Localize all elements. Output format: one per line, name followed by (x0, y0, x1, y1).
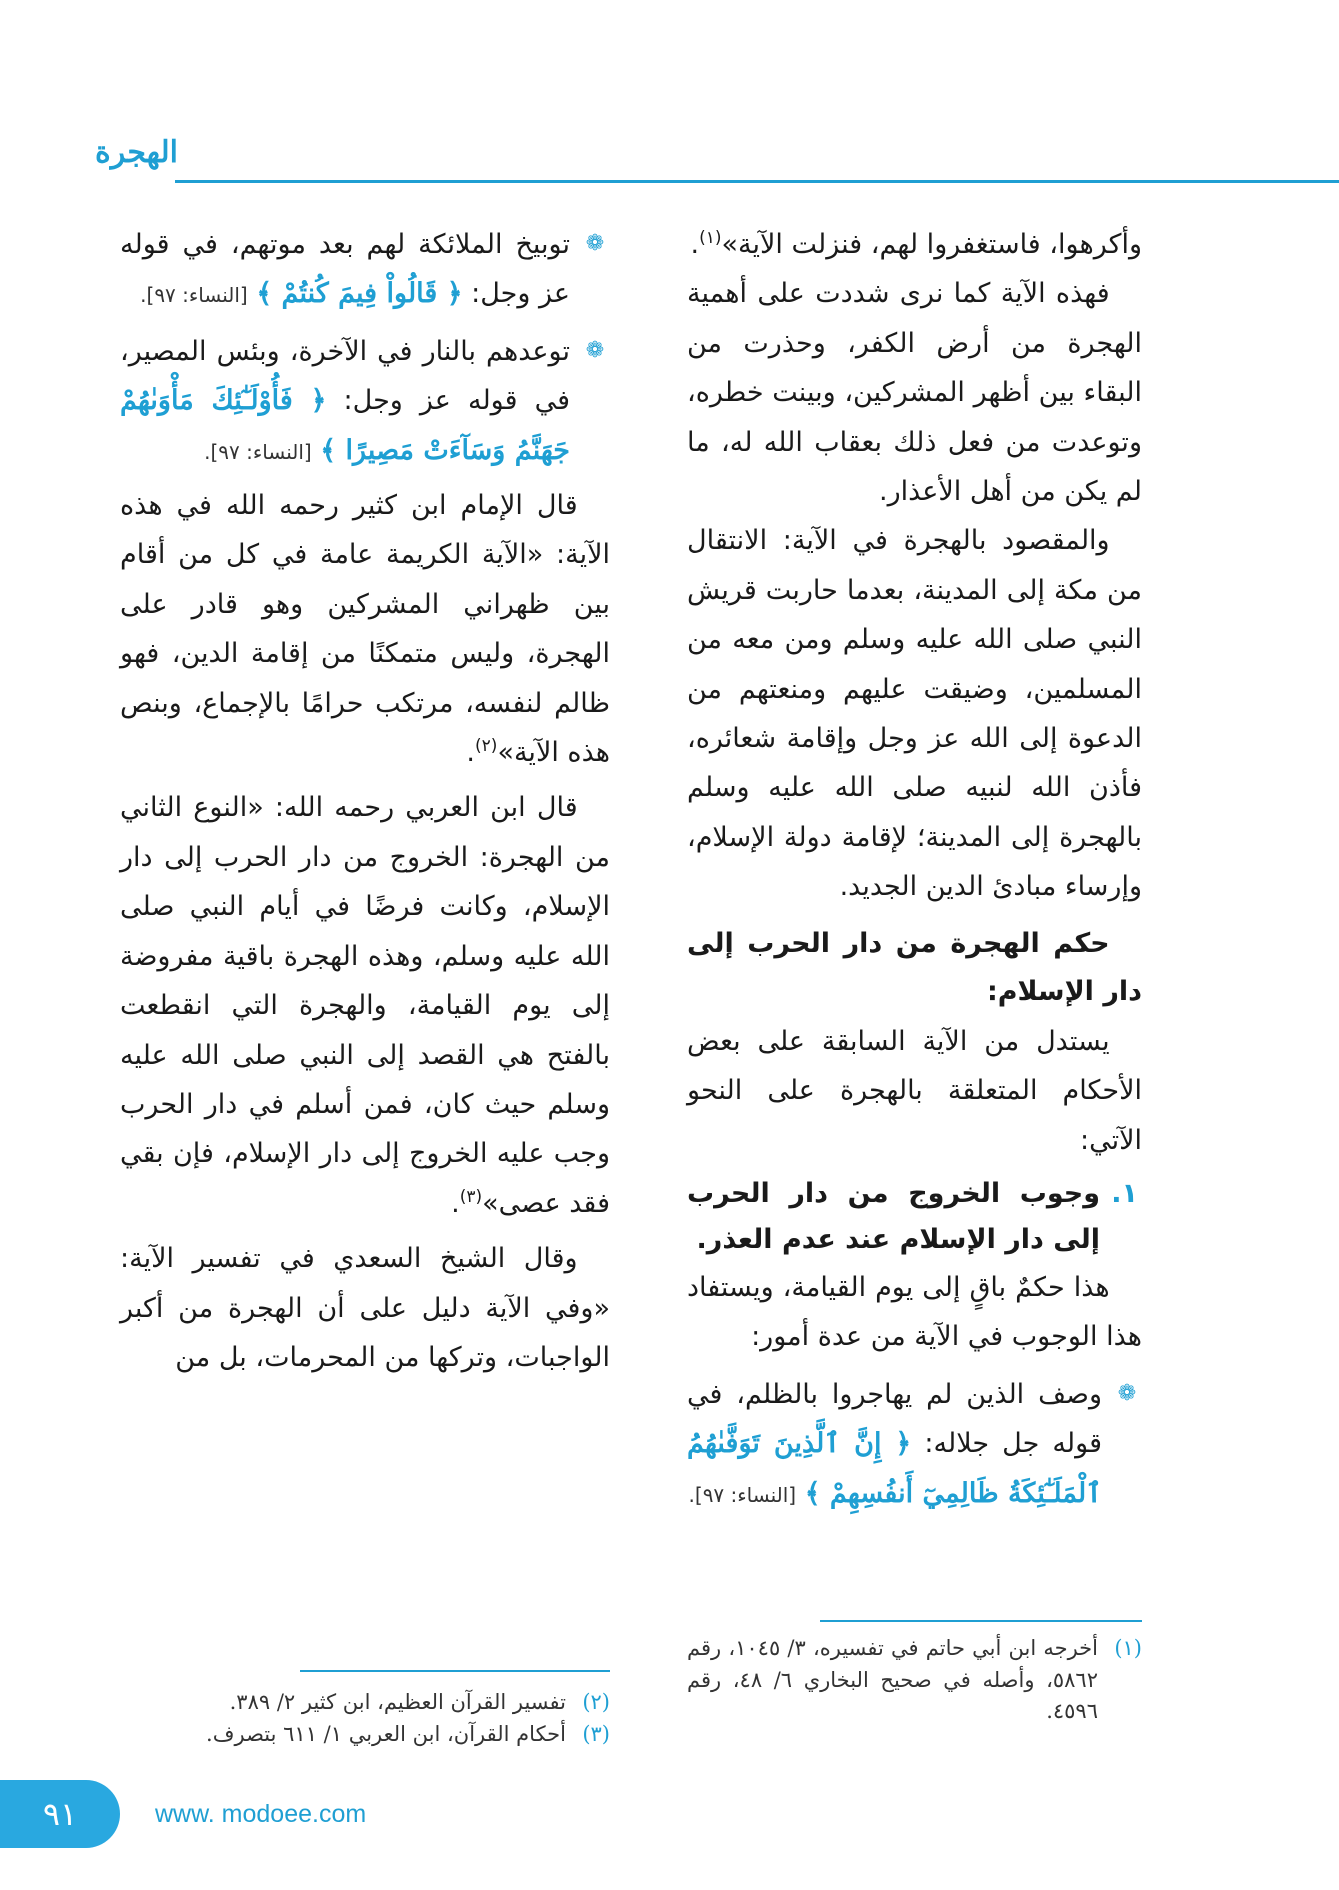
paragraph: هذا حكمٌ باقٍ إلى يوم القيامة، ويستفاد هذا الوجوب في الآية من عدة أمور: (687, 1271, 1142, 1353)
paragraph-end: . (690, 229, 700, 260)
footnote (120, 1719, 610, 1751)
page-number: ٩١ (42, 1795, 78, 1833)
bullet-item (120, 220, 610, 319)
footnote-number: (١) (1114, 1636, 1142, 1660)
footnote-text: تفسير القرآن العظيم، ابن كثير ٢/ ٣٨٩. (229, 1690, 566, 1714)
footnote-ref-2[interactable]: (٢) (475, 736, 498, 757)
header-title: الهجرة (95, 135, 178, 170)
paragraph-end: . (466, 737, 476, 769)
footnote-text: أخرجه ابن أبي حاتم في تفسيره، ٣/ ١٠٤٥، رقم ٥٨٦٢، وأصله في صحيح البخاري ٦/ ٤٨، رقم ٤٥٩٦. (687, 1636, 1098, 1723)
paragraph-text: قال الإمام ابن كثير رحمه الله في هذه الآية: «الآية الكريمة عامة في كل من أقام بين ظهراني المشركين وهو قادر على الهجرة، وليس متمكنًا من إقامة الدين، فهو ظالم لنفسه، مرتكب حرامًا بالإجماع، وبنص هذه الآية» (120, 490, 610, 769)
section-heading: حكم الهجرة من دار الحرب إلى دار الإسلام: (687, 927, 1142, 1008)
paragraph (120, 481, 610, 777)
paragraph (687, 220, 1142, 269)
bullet-item (120, 327, 610, 475)
footnote (687, 1633, 1142, 1728)
footnote-ref-3[interactable]: (٣) (459, 1186, 483, 1207)
flower-bullet-icon: ❁ (585, 231, 605, 256)
paragraph-end: . (451, 1187, 460, 1219)
flower-bullet-icon: ❁ (1117, 1380, 1137, 1406)
paragraph-text: قال ابن العربي رحمه الله: «النوع الثاني من الهجرة: الخروج من دار الحرب إلى دار الإسلام، وكانت فرضًا في أيام النبي صلى الله عليه وسلم، وهذه الهجرة باقية مفروضة إلى يوم القيامة، والهجرة التي انقطعت بالفتح هي القصد إلى النبي صلى الله عليه وسلم حيث كان، فمن أسلم في دار الحرب وجب عليه الخروج إلى دار الإسلام، فإن بقي فقد عصى» (120, 792, 610, 1219)
paragraph (120, 783, 610, 1228)
footnote-number: (٢) (582, 1690, 610, 1714)
quran-verse: ﴿ قَالُواْ فِيمَ كُنتُمْ ﴾ (256, 278, 463, 310)
footnote-number: (٣) (582, 1721, 610, 1746)
bullet-item (687, 1370, 1142, 1518)
paragraph: وقال الشيخ السعدي في تفسير الآية: «وفي الآية دليل على أن الهجرة من أكبر الواجبات، وتركها من المحرمات، بل من (120, 1243, 610, 1373)
page-number-tab (0, 1780, 120, 1848)
left-column (120, 220, 610, 1382)
numbered-item-text: وجوب الخروج من دار الحرب إلى دار الإسلام عند عدم العذر. (687, 1178, 1100, 1255)
footnote-ref-1[interactable]: (١) (699, 228, 722, 248)
bullet-text: توعدهم بالنار في الآخرة، وبئس المصير، في قوله عز وجل: (120, 335, 570, 417)
footnote-divider (300, 1670, 610, 1672)
verse-citation: [النساء: ٩٧]. (140, 283, 248, 308)
bullet-text: توبيخ الملائكة لهم بعد موتهم، في قوله عز وجل: (120, 229, 570, 310)
number-marker: ١. (1111, 1178, 1138, 1210)
quran-verse: ﴿ إِنَّ ٱلَّذِينَ تَوَفَّىٰهُمُ ٱلْمَلَـٰٓئِكَةُ ظَالِمِيٓ أَنفُسِهِمْ ﴾ (687, 1428, 1102, 1509)
paragraph-text: وأكرهوا، فاستغفروا لهم، فنزلت الآية» (721, 229, 1142, 260)
header-rule (175, 180, 1339, 183)
paragraph: يستدل من الآية السابقة على بعض الأحكام المتعلقة بالهجرة على النحو الآتي: (687, 1025, 1142, 1156)
footnotes-left (120, 1687, 610, 1750)
footnotes-right (687, 1633, 1142, 1728)
website-link[interactable]: www. modoee.com (155, 1800, 367, 1828)
paragraph: فهذه الآية كما نرى شددت على أهمية الهجرة من أرض الكفر، وحذرت من البقاء بين أظهر المشركين، وبينت خطره، وتوعدت من فعل ذلك بعقاب الله له، ما لم يكن من أهل الأعذار. (687, 278, 1142, 508)
paragraph: والمقصود بالهجرة في الآية: الانتقال من مكة إلى المدينة، بعدما حاربت قريش النبي صلى الله عليه وسلم ومن معه من المسلمين، وضيقت عليهم ومنعتهم من الدعوة إلى الله عز وجل وإقامة شعائره، فأذن الله لنبيه صلى الله عليه وسلم بالهجرة إلى المدينة؛ لإقامة دولة الإسلام، وإرساء مبادئ الدين الجديد. (687, 525, 1142, 903)
verse-citation: [النساء: ٩٧]. (204, 439, 312, 464)
bullet-text: وصف الذين لم يهاجروا بالظلم، في قوله جل جلاله: (687, 1378, 1102, 1460)
footnote (120, 1687, 610, 1719)
numbered-item (687, 1171, 1142, 1263)
flower-bullet-icon: ❁ (585, 337, 605, 363)
verse-citation: [النساء: ٩٧]. (688, 1482, 797, 1507)
quran-verse: ﴿ فَأُوْلَـٰٓئِكَ مَأْوَىٰهُمْ جَهَنَّمُ وَسَآءَتْ مَصِيرًا ﴾ (120, 385, 570, 466)
footnote-text: أحكام القرآن، ابن العربي ١/ ٦١١ بتصرف. (206, 1721, 566, 1746)
right-column (687, 220, 1142, 1518)
footnote-divider (820, 1620, 1142, 1622)
